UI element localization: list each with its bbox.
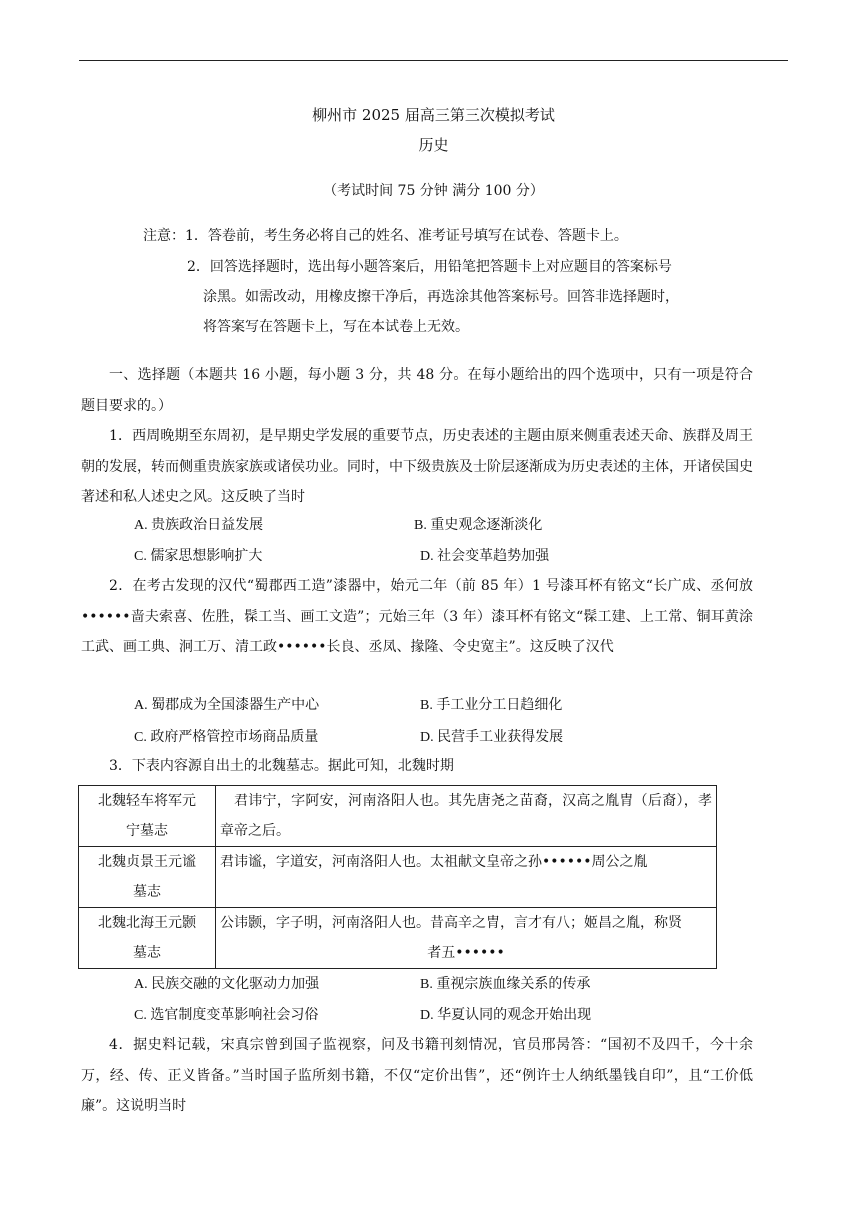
q1-option-a[interactable]: A. 贵族政治日益发展: [134, 517, 264, 533]
q3-option-b[interactable]: B. 重视宗族血缘关系的传承: [420, 976, 591, 992]
notes-block: [143, 226, 628, 246]
section-heading: 一、选择题（本题共 16 小题，每小题 3 分，共 48 分。在每小题给出的四个选项中，只有一项是符合题目要求的。）: [81, 367, 753, 414]
table-cell-name: 北魏北海王元颢 墓志: [79, 908, 216, 969]
note-2-line-1: 2．回答选择题时，选出每小题答案后，用铅笔把答题卡上对应题目的答案标号: [187, 259, 672, 275]
q1-option-c[interactable]: C. 儒家思想影响扩大: [134, 548, 263, 564]
q3-option-d[interactable]: D. 华夏认同的观念开始出现: [420, 1007, 592, 1023]
note-2-line-2: 涂黑。如需改动，用橡皮擦干净后，再选涂其他答案标号。回答非选择题时，: [203, 289, 679, 305]
q1-option-b[interactable]: B. 重史观念逐渐淡化: [414, 517, 543, 533]
q3-option-c[interactable]: C. 选官制度变革影响社会习俗: [134, 1007, 319, 1023]
exam-title: 柳州市 2025 届高三第三次模拟考试: [312, 106, 555, 124]
q1-option-d[interactable]: D. 社会变革趋势加强: [420, 548, 550, 564]
notes-label: 注意：: [143, 228, 185, 244]
table-cell-content: 公讳颢，字子明，河南洛阳人也。昔高辛之胄，言才有八；姬昌之胤，称贤 者五••••••: [216, 908, 717, 969]
table-row: [79, 786, 717, 847]
table-cell-content: 君讳宁，字阿安，河南洛阳人也。其先唐尧之苗裔，汉高之胤胄（后裔），孝章帝之后。: [216, 786, 717, 847]
q2-option-d[interactable]: D. 民营手工业获得发展: [420, 729, 564, 745]
q2-option-a[interactable]: A. 蜀郡成为全国漆器生产中心: [134, 697, 320, 713]
table-row: [79, 908, 717, 969]
exam-subject: 历史: [418, 136, 449, 154]
q3-option-a[interactable]: A. 民族交融的文化驱动力加强: [134, 976, 320, 992]
question-4-stem: 4．据史料记载，宋真宗曾到国子监视察，问及书籍刊刻情况，官员邢昺答：“国初不及四千，今十余万，经、传、正义皆备。”当时国子监所刻书籍，不仅“定价出售”，还“例许士人纳纸墨钱自印”，且“工价低廉”。这说明当时: [81, 1037, 753, 1114]
note-1: 1．答卷前，考生务必将自己的姓名、准考证号填写在试卷、答题卡上。: [185, 228, 628, 244]
q2-option-c[interactable]: C. 政府严格管控市场商品质量: [134, 729, 319, 745]
table-cell-name: 北魏轻车将军元 宁墓志: [79, 786, 216, 847]
header-rule: [79, 60, 788, 61]
exam-time-info: （考试时间 75 分钟 满分 100 分）: [323, 183, 544, 199]
table-row: [79, 847, 717, 908]
question-3-stem: 3．下表内容源自出土的北魏墓志。据此可知，北魏时期: [109, 758, 454, 774]
epitaph-table: [78, 785, 717, 969]
q2-option-b[interactable]: B. 手工业分工日趋细化: [420, 697, 563, 713]
note-2-line-3: 将答案写在答题卡上，写在本试卷上无效。: [203, 319, 469, 335]
question-2-stem: 2．在考古发现的汉代“蜀郡西工造”漆器中，始元二年（前 85 年）1 号漆耳杯有铭文“长广成、丞何放••••••啬夫索喜、佐胜，髹工当、画工文造”；元始三年（3 年）漆耳杯有铭文“髹工建、上工常、铜耳黄涂工武、画工典、泂工万、清工政••••••长良、丞凤、掾隆、令史宽主”。这反映了汉代: [81, 578, 753, 655]
table-cell-content: 君讳谧，字道安，河南洛阳人也。太祖献文皇帝之孙••••••周公之胤: [216, 847, 717, 908]
question-1-stem: 1．西周晚期至东周初，是早期史学发展的重要节点，历史表述的主题由原来侧重表述天命、族群及周王朝的发展，转而侧重贵族家族或诸侯功业。同时，中下级贵族及士阶层逐渐成为历史表述的主体，开诸侯国史著述和私人述史之风。这反映了当时: [81, 428, 753, 505]
table-cell-name: 北魏贞景王元谧 墓志: [79, 847, 216, 908]
